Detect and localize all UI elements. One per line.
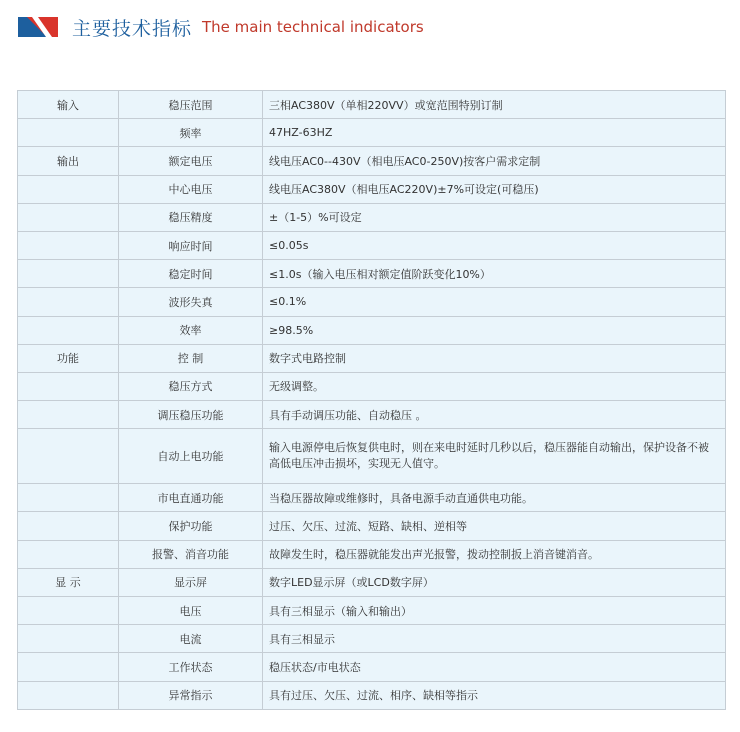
table-row <box>18 681 726 709</box>
value-cell <box>263 512 726 540</box>
table-row <box>18 401 726 429</box>
item-cell <box>119 91 263 119</box>
category-cell-text: 输入 <box>57 98 79 112</box>
value-cell-text: 过压、欠压、过流、短路、缺相、逆相等 <box>269 520 467 534</box>
item-cell-text: 电压 <box>179 604 202 618</box>
category-cell <box>18 203 119 231</box>
category-cell <box>18 681 119 709</box>
value-cell-text: 具有手动调压功能、自动稳压 。 <box>269 408 427 422</box>
value-cell-text: 当稳压器故障或维修时，具备电源手动直通供电功能。 <box>269 491 533 505</box>
category-cell <box>18 540 119 568</box>
item-cell <box>119 597 263 625</box>
item-cell <box>119 344 263 372</box>
value-cell-text: 三相AC380V（单相220VV）或宽范围特别订制 <box>269 98 503 112</box>
value-cell <box>263 231 726 259</box>
item-cell-text: 报警、消音功能 <box>152 548 229 562</box>
item-cell-text: 频率 <box>179 126 202 140</box>
item-cell <box>119 147 263 175</box>
table-row <box>18 147 726 175</box>
value-cell <box>263 429 726 484</box>
item-cell <box>119 119 263 147</box>
value-cell-text: 稳压状态/市电状态 <box>269 660 361 674</box>
value-cell-text: 47HZ-63HZ <box>269 126 333 140</box>
item-cell <box>119 653 263 681</box>
value-cell-text: 无级调整。 <box>269 380 324 394</box>
item-cell <box>119 372 263 400</box>
item-cell <box>119 288 263 316</box>
item-cell <box>119 260 263 288</box>
value-cell <box>263 540 726 568</box>
item-cell <box>119 231 263 259</box>
item-cell-text: 市电直通功能 <box>157 491 224 505</box>
table-row <box>18 597 726 625</box>
value-cell <box>263 484 726 512</box>
item-cell-text: 稳压精度 <box>168 211 213 225</box>
table-row <box>18 344 726 372</box>
category-cell <box>18 625 119 653</box>
table-row <box>18 512 726 540</box>
item-cell <box>119 681 263 709</box>
category-cell <box>18 119 119 147</box>
item-cell <box>119 316 263 344</box>
category-cell <box>18 91 119 119</box>
item-cell-text: 控 制 <box>177 352 204 366</box>
value-cell-text: ≤1.0s（输入电压相对额定值阶跃变化10%） <box>269 267 491 281</box>
item-cell <box>119 203 263 231</box>
item-cell-text: 自动上电功能 <box>157 450 224 464</box>
item-cell-text: 稳定时间 <box>168 267 213 281</box>
table-row <box>18 175 726 203</box>
value-cell <box>263 260 726 288</box>
item-cell <box>119 568 263 596</box>
value-cell <box>263 681 726 709</box>
item-cell-text: 异常指示 <box>168 689 213 703</box>
table-row <box>18 625 726 653</box>
category-cell <box>18 429 119 484</box>
category-cell <box>18 484 119 512</box>
value-cell <box>263 653 726 681</box>
value-cell <box>263 91 726 119</box>
item-cell-text: 响应时间 <box>168 239 213 253</box>
value-cell-text: ≤0.1% <box>269 295 307 309</box>
item-cell-text: 稳压方式 <box>168 380 213 394</box>
value-cell <box>263 316 726 344</box>
category-cell-text: 功能 <box>57 352 79 366</box>
value-cell <box>263 203 726 231</box>
value-cell-text: 线电压AC380V（相电压AC220V)±7%可设定(可稳压) <box>269 183 539 197</box>
table-row <box>18 484 726 512</box>
item-cell-text: 显示屏 <box>174 576 207 590</box>
item-cell <box>119 401 263 429</box>
item-cell-text: 稳压范围 <box>168 98 213 112</box>
value-cell-text: 线电压AC0--430V（相电压AC0-250V)按客户需求定制 <box>269 154 541 168</box>
page-subtitle-english: The main technical indicators <box>202 18 424 36</box>
value-cell-text: 输入电源停电后恢复供电时，则在来电时延时几秒以后，稳压器能自动输出，保护设备不被高低电压冲击损坏，实现无人值守。 <box>269 441 709 471</box>
item-cell <box>119 175 263 203</box>
category-cell <box>18 260 119 288</box>
value-cell-text: 具有三相显示 <box>269 632 335 646</box>
page-title: 主要技术指标 <box>72 17 193 40</box>
category-cell <box>18 568 119 596</box>
table-row <box>18 653 726 681</box>
category-cell <box>18 401 119 429</box>
item-cell-text: 中心电压 <box>168 183 213 197</box>
value-cell <box>263 344 726 372</box>
table-row <box>18 203 726 231</box>
category-cell-text: 显 示 <box>55 576 81 590</box>
item-cell <box>119 540 263 568</box>
table-row <box>18 372 726 400</box>
item-cell <box>119 484 263 512</box>
item-cell-text: 保护功能 <box>168 520 213 534</box>
item-cell <box>119 512 263 540</box>
item-cell-text: 效率 <box>179 324 202 338</box>
value-cell <box>263 568 726 596</box>
red-blue-stripe-logo-icon <box>18 17 58 37</box>
table-row <box>18 91 726 119</box>
category-cell-text: 输出 <box>57 154 79 168</box>
category-cell <box>18 597 119 625</box>
category-cell <box>18 175 119 203</box>
item-cell <box>119 625 263 653</box>
table-row <box>18 540 726 568</box>
page-header <box>18 14 424 40</box>
value-cell <box>263 147 726 175</box>
table-row <box>18 231 726 259</box>
table-row <box>18 429 726 484</box>
value-cell <box>263 597 726 625</box>
value-cell-text: 故障发生时，稳压器就能发出声光报警，拨动控制扳上消音键消音。 <box>269 548 599 562</box>
table-body <box>18 91 726 710</box>
category-cell <box>18 316 119 344</box>
category-cell <box>18 147 119 175</box>
item-cell-text: 额定电压 <box>168 154 213 168</box>
value-cell-text: 数字式电路控制 <box>269 352 346 366</box>
value-cell <box>263 288 726 316</box>
item-cell-text: 工作状态 <box>168 660 213 674</box>
value-cell <box>263 175 726 203</box>
category-cell <box>18 372 119 400</box>
table-row <box>18 316 726 344</box>
value-cell <box>263 119 726 147</box>
value-cell <box>263 625 726 653</box>
table-row <box>18 260 726 288</box>
table-row <box>18 119 726 147</box>
value-cell <box>263 372 726 400</box>
table-row <box>18 568 726 596</box>
category-cell <box>18 653 119 681</box>
value-cell-text: 具有三相显示（输入和输出） <box>269 604 412 618</box>
category-cell <box>18 344 119 372</box>
value-cell-text: 具有过压、欠压、过流、相序、缺相等指示 <box>269 689 478 703</box>
value-cell-text: 数字LED显示屏（或LCD数字屏） <box>269 576 434 590</box>
value-cell-text: ≤0.05s <box>269 239 309 253</box>
item-cell-text: 波形失真 <box>168 295 213 309</box>
item-cell <box>119 429 263 484</box>
category-cell <box>18 231 119 259</box>
technical-indicators-table <box>17 90 726 710</box>
value-cell <box>263 401 726 429</box>
item-cell-text: 电流 <box>179 632 202 646</box>
value-cell-text: ±（1-5）%可设定 <box>269 211 362 225</box>
item-cell-text: 调压稳压功能 <box>157 408 224 422</box>
category-cell <box>18 512 119 540</box>
category-cell <box>18 288 119 316</box>
value-cell-text: ≥98.5% <box>269 323 314 337</box>
table-row <box>18 288 726 316</box>
